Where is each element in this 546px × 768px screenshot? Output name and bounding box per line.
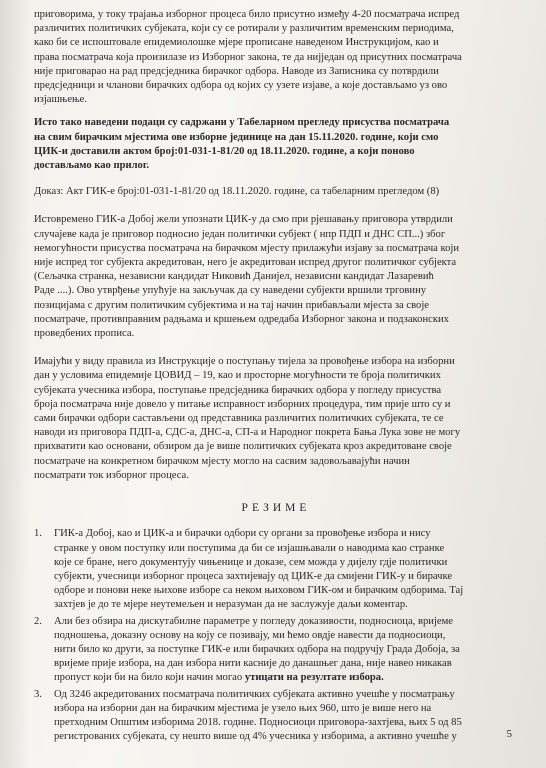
text-line: није испред тог субјекта акредитован, него је акредитован испред другог политичког субјекта — [34, 257, 457, 269]
item-number: 1. — [34, 528, 42, 540]
text-line: немогућности присуства посматрача на бирачком мјесту прилажући изјаву за посматрача који — [34, 242, 460, 254]
text-line: наводи из приговора ПДП-а, СДС-а, ДНС-а, СП-а и Народног покрета Бања Лука зове не могу — [34, 427, 461, 439]
summary-item-3 — [34, 688, 518, 745]
summary-item-1 — [34, 527, 518, 612]
text-line: претходним Општим изборима 2018. године. Подносиоци приговора-захтјева, њих 5 од 85 — [54, 716, 462, 728]
text-line: субјеката учесника избора, поступање предсједника бирачких одбора у погледу присуства — [34, 384, 442, 396]
text-line: Имајући у виду правила из Инструкције о поступању тијела за провођење избора на изборни — [34, 356, 455, 368]
item-number: 3. — [34, 688, 42, 700]
text-line: регистрованих субјеката, су нешто више од 4% учесника у изборима, а активно учешће у — [54, 731, 457, 743]
text-line — [54, 671, 518, 685]
paragraph-evidence — [34, 185, 518, 199]
text-line: позицијама с другим политичким субјектима и на тај начин прибављали мјеста за своје — [34, 299, 429, 311]
text-line: како би се испоштовале епидемиолошке мјере прописане наведеном Инструкцијом, као и — [34, 37, 439, 49]
text-line: није приговарао на рад предсједника бирачког одбора. Наводе из Записника су потврдили — [34, 65, 439, 77]
evidence-line: Доказ: Акт ГИК-е број:01-031-1-81/20 од 18.11.2020. године, са табеларним прегледом (8) — [34, 186, 440, 198]
text-line: предсједници и чланови бирачких одбора од којих су узете изјаве, а које достављамо уз ово — [34, 80, 448, 92]
item-number: 2. — [34, 615, 42, 627]
text-line: достављамо као прилог. — [34, 160, 150, 172]
text-line: ГИК-а Добој, као и ЦИК-а и бирачки одбори су органи за провођење избора и нису — [54, 528, 431, 540]
text-line: различитих политичких субјеката, који су се ротирали у различитим временским периодима, — [34, 23, 454, 35]
text-line: које се бране, него документују чињенице и доказе, сем можда у дијелу гдје политички — [54, 556, 448, 568]
text-line: дан у условима епидемије ЦОВИД – 19, као и просторне могућности те броја политичких — [34, 370, 441, 382]
page-shadow — [0, 0, 30, 768]
text-line: права посматрача која произилазе из Изборног закона, те да нијједан од присутних посматрача — [34, 51, 462, 63]
text-line: вријеме прије избора, на дан избора нити касније до данашњег дана, није навео никакав — [54, 658, 452, 670]
text-line: подношења, доказну основу на коју се позивају, ми ћемо овдје навести да подносиоци, — [54, 629, 446, 641]
text-line: Раде ....). Ово утврђење упућује на закључак да су наведени субјекти вршили трговину — [34, 285, 427, 297]
text-line: сами бирачки одбори састављени од представника различитих политичких субјеката, те се — [34, 413, 444, 425]
text-line: Исто тако наведени подаци су садржани у Табеларном прегледу присуства посматрача — [34, 117, 450, 129]
paragraph-observers — [34, 8, 518, 107]
text-line: броја посматрача није довело у питање исправност изборних процедура, тим прије што су и — [34, 398, 451, 410]
text-line: посматраче, противправним радњама и кршењем одредаба Изборног закона и подзаконских — [34, 313, 449, 325]
page-number: 5 — [506, 728, 512, 740]
text-line: Од 3246 акредитованих посматрача политичких субјеката активно учешће у посматрању — [54, 688, 455, 700]
text-line: Истовремено ГИК-а Добој жели упознати ЦИК-у да смо при рјешавању приговора утврдили — [34, 214, 453, 226]
text-line: (Сељачка странка, независни кандидат Никовић Данијел, независни кандидат Лазаревић — [34, 271, 434, 283]
text-line: захтјев је до те мјере неутемељен и неразуман да не заслужује даљи коментар. — [54, 599, 408, 611]
text-line: нити било ко други, за поступке ГИК-е или бирачких одбора на подручју Града Добоја, за — [54, 643, 460, 655]
text-line: ЦИК-и доставили актом број:01-031-1-81/20 од 18.11.2020. године, а који поново — [34, 145, 415, 157]
paragraph-complaints — [34, 213, 518, 341]
text-line: изјашњење. — [34, 94, 88, 106]
section-heading: РЕЗИМЕ — [241, 502, 311, 515]
text-line: случајеве када је приговор подносио један политички субјект ( нпр ПДП и ДНС СП...) због — [34, 228, 446, 240]
text-line: приговорима, у току трајања изборног процеса било присутно између 4-20 посматрача испред — [34, 9, 460, 20]
summary-item-2 — [34, 615, 518, 686]
text-line: Али без обзира на дискутабилне параметре у погледу доказивости, подносиоца, вријеме — [54, 615, 453, 627]
text-line: прихватити као основани, обзиром да је више политичких субјеката кроз акредитоване своје — [34, 441, 452, 453]
text-line: субјекти, учесници изборног процеса захтијевају од ЦИК-е да смијени ГИК-у и бирачке — [54, 570, 453, 582]
text-line: одборе и понови неке њихове изборе са неком њиховом ГИК-ом и бирачким одборима. Тај — [54, 585, 464, 597]
text-line: посматрати ток изборног процеса. — [34, 469, 189, 481]
text-line: избора на изборни дан на бирачким мјестима је узело њих 960, што је више него на — [54, 702, 432, 714]
document-body — [34, 8, 518, 746]
text-line: странке у овом поступку или поступима да би се изјашњавали о наводима као странке — [54, 542, 445, 554]
text-fragment: пропуст који би на било који начин могао — [54, 672, 243, 684]
paragraph-instruction — [34, 355, 518, 483]
text-line: проведбених прописа. — [34, 328, 135, 340]
paragraph-table-overview — [34, 116, 518, 173]
text-line: на свим бирачким мјестима ове изборне јединице на дан 15.11.2020. године, који смо — [34, 131, 439, 143]
bold-fragment: утицати на резултате избора. — [244, 672, 384, 684]
text-line: посматраче на конкретном бирачком мјесту могло на сасвим задовољавајући начин — [34, 455, 410, 467]
